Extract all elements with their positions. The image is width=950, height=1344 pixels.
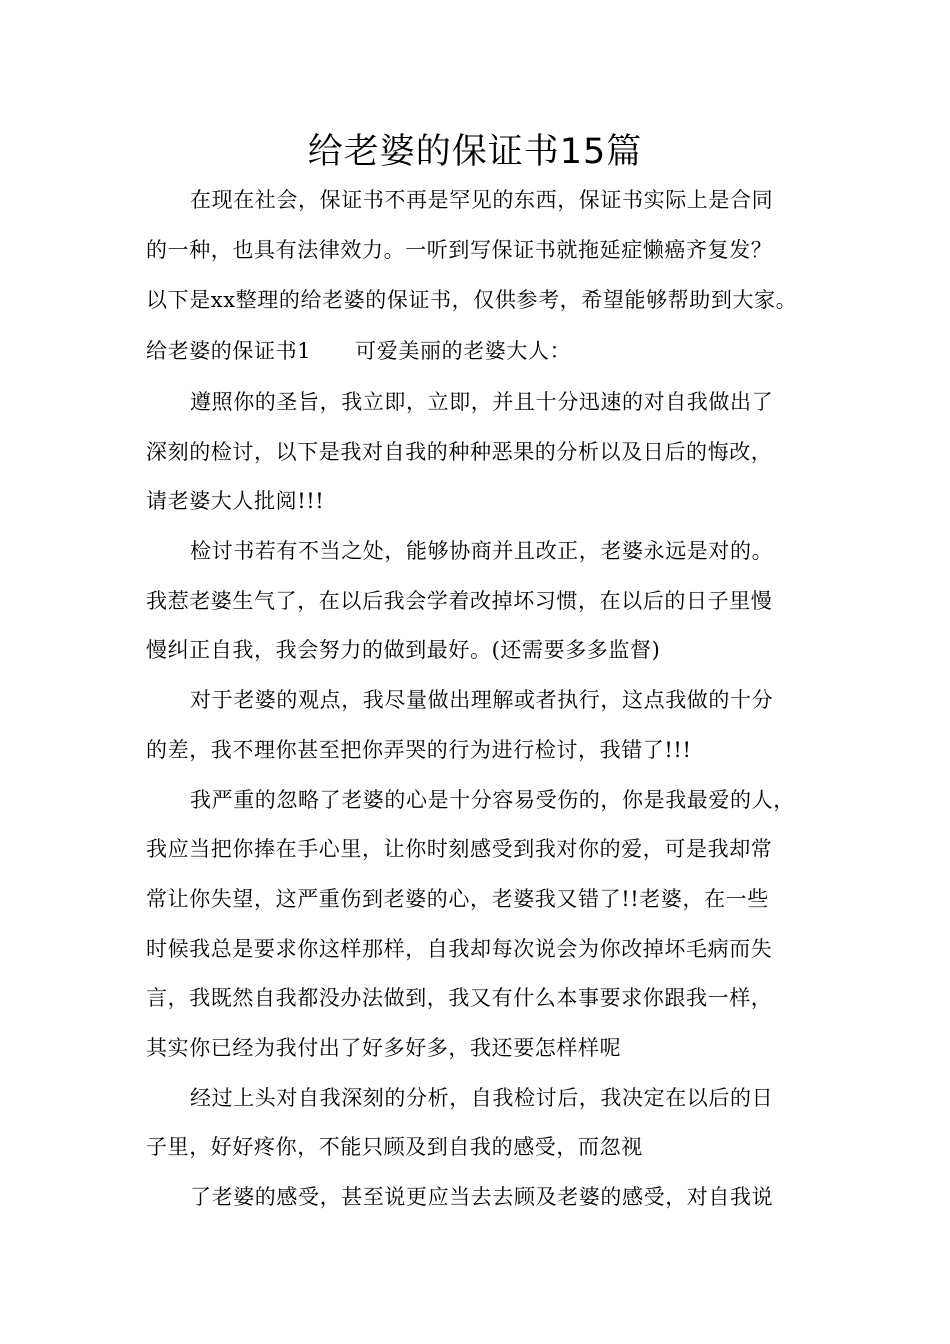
paragraph-line: 我应当把你捧在手心里，让你时刻感受到我对你的爱，可是我却常 [146, 837, 773, 861]
paragraph-line [146, 336, 826, 366]
document-title: 给老婆的保证书15篇 [307, 132, 643, 172]
paragraph-line: 在现在社会，保证书不再是罕见的东西，保证书实际上是合同 [190, 188, 774, 212]
paragraph-line: 慢纠正自我，我会努力的做到最好。(还需要多多监督) [146, 638, 661, 662]
paragraph-line: 深刻的检讨，以下是我对自我的种种恶果的分析以及日后的悔改， [146, 440, 773, 464]
paragraph-line: 我惹老婆生气了，在以后我会学着改掉坏习惯，在以后的日子里慢 [146, 589, 773, 613]
paragraph-line: 经过上头对自我深刻的分析，自我检讨后，我决定在以后的日 [190, 1086, 774, 1110]
paragraph-line: 了老婆的感受，甚至说更应当去去顾及老婆的感受，对自我说 [190, 1185, 774, 1209]
paragraph-line: 其实你已经为我付出了好多好多，我还要怎样样呢 [146, 1036, 622, 1060]
section-heading: 给老婆的保证书1 [146, 339, 312, 363]
paragraph-line: 的一种，也具有法律效力。一听到写保证书就拖延症懒癌齐复发？ [146, 238, 773, 262]
paragraph-line: 言，我既然自我都没办法做到，我又有什么本事要求你跟我一样， [146, 986, 773, 1010]
paragraph-line: 遵照你的圣旨，我立即，立即，并且十分迅速的对自我做出了 [190, 390, 774, 414]
paragraph-line: 对于老婆的观点，我尽量做出理解或者执行，这点我做的十分 [190, 688, 774, 712]
paragraph-line: 检讨书若有不当之处，能够协商并且改正，老婆永远是对的。 [190, 539, 774, 563]
paragraph-line: 我严重的忽略了老婆的心是十分容易受伤的，你是我最爱的人， [190, 788, 795, 812]
paragraph-line: 以下是xx整理的给老婆的保证书，仅供参考，希望能够帮助到大家。 [146, 288, 798, 312]
paragraph-line: 常让你失望，这严重伤到老婆的心，老婆我又错了!!老婆，在一些 [146, 887, 769, 911]
paragraph-line: 时候我总是要求你这样那样，自我却每次说会为你改掉坏毛病而失 [146, 937, 773, 961]
paragraph-line: 的差，我不理你甚至把你弄哭的行为进行检讨，我错了!!! [146, 738, 692, 762]
paragraph-line: 子里，好好疼你，不能只顾及到自我的感受，而忽视 [146, 1135, 643, 1159]
paragraph-line: 请老婆大人批阅!!! [146, 489, 325, 513]
salutation: 可爱美丽的老婆大人： [355, 339, 572, 363]
